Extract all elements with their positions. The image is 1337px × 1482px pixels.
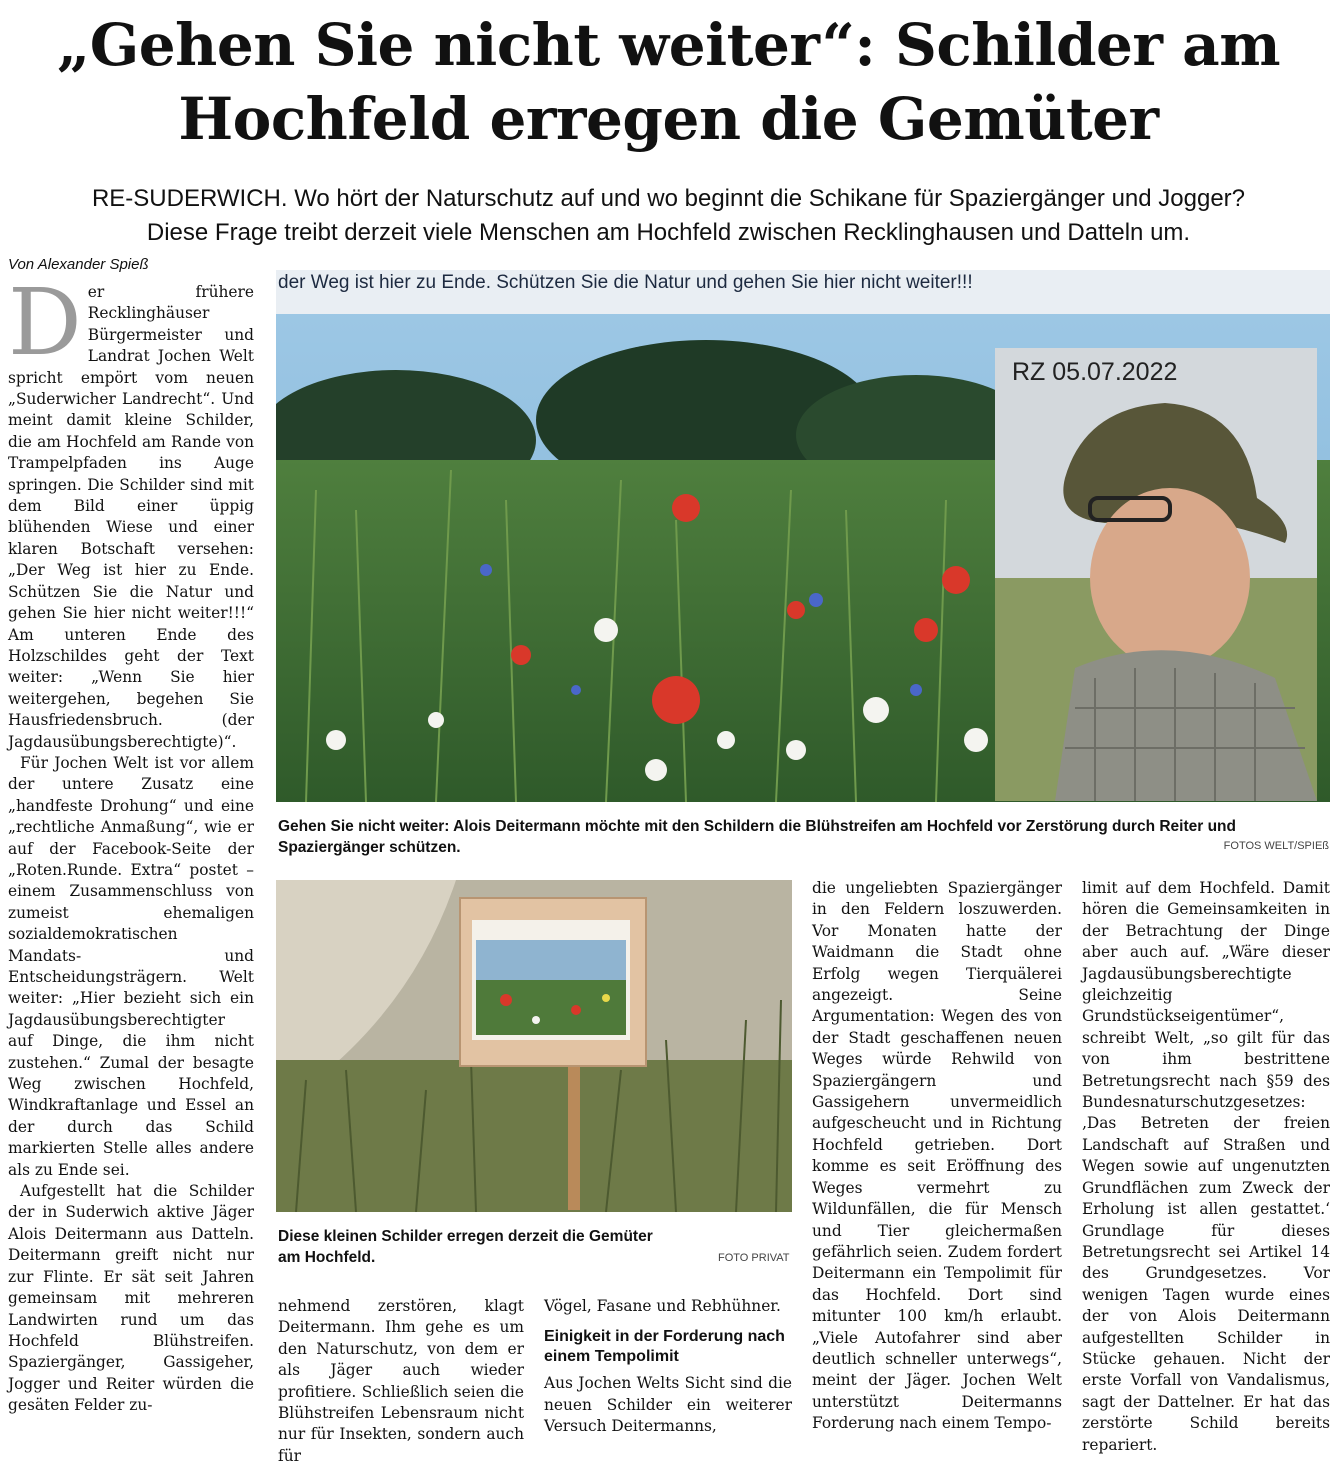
paragraph: er frühere Recklinghäuser Bürgermeister und Landrat Jochen Welt spricht empört vom neuen „Suderwicher Landrecht“. Und meint damit kleine Schilder, die am Hochfeld am Rande von Trampelpfaden ins Auge springen. Die Schilder sind mit dem Bild einer üppig blühenden Wiese und einer klaren Botschaft versehen: „Der Weg ist hier zu Ende. Schützen Sie die Natur und gehen Sie hier nicht weiter!!!“ Am unteren Ende des Holzschildes geht der Text weiter: „Wenn Sie hier weitergehen, begehen Sie Hausfriedensbruch. (der Jagdausübungsberechtigte)“. [8, 283, 254, 751]
small-photo-caption: Diese kleinen Schilder erregen derzeit die Gemüter am Hochfeld. [278, 1228, 653, 1266]
lead-line-1: RE-SUDERWICH. Wo hört der Naturschutz auf und wo beginnt die Schikane für Spaziergänger und Jogger? [91, 185, 1246, 212]
hunter-portrait-image [995, 348, 1317, 801]
sign-message: der Weg ist hier zu Ende. Schützen Sie die Natur und gehen Sie hier nicht weiter!!! [278, 272, 973, 293]
paragraph: Aufgestellt hat die Schilder der in Suderwich aktive Jäger Alois Deitermann aus Datteln. Deitermann greift nicht nur zur Flinte. Er sät seit Jahren gemeinsam mit mehreren Landwirten rund um das Hochfeld Blühstreifen. Spaziergänger, Gassigeher, Jogger und Reiter würden die gesäten Felder zu- [8, 1182, 254, 1415]
article-column-2 [278, 1296, 524, 1467]
headline-line-1: „Gehen Sie nicht weiter“: Schilder am [56, 11, 1281, 79]
sign-in-grass-image [276, 880, 792, 1212]
main-photo-credit: FOTOS WELT/SPIEß [1223, 840, 1329, 852]
article-column-3 [544, 1296, 792, 1438]
paragraph: limit auf dem Hochfeld. Damit hören die Gemeinsamkeiten in der Betrachtung der Dinge aber auch auf. „Wäre dieser Jagdausübungsberechtigte gleichzeitig Grundstückseigentümer“, schreibt Welt, „so gilt für das von ihm bestrittene Betretungsrecht nach §59 des Bundesnaturschutzgesetzes: ‚Das Betreten der freien Landschaft auf Straßen und Wegen sowie auf ungenutzten Grundflächen zum Zweck der Erholung ist allen gestattet.‘ Grundlage für dieses Betretungsrecht sei Artikel 14 des Grundgesetzes. Vor wenigen Tagen wurde eines der von Alois Deitermann aufgestellten Schilder in Stücke gehauen. Nicht der erste Vorfall von Vandalismus, sagt der Dattelner. Er hat das zerstörte Schild bereits repariert. [1082, 879, 1330, 1454]
paragraph: die ungeliebten Spaziergänger in den Feldern loszuwerden. Vor Monaten hatte der Waidmann die Stadt ohne Erfolg wegen Tierquälerei angezeigt. Seine Argumentation: Wegen des von der Stadt geschaffenen neuen Weges würde Rehwild von Spaziergängern und Gassigehern unvermeidlich aufgescheucht und in Richtung Hochfeld getrieben. Dort komme es seit Eröffnung des Weges vermehrt zu Wildunfällen, die für Mensch und Tier gleichermaßen gefährlich seien. Zudem fordert Deitermann ein Tempolimit für das Hochfeld. Dort sind mitunter 100 km/h erlaubt. „Viele Autofahrer sind aber deutlich schneller unterwegs“, meint der Jäger. Jochen Welt unterstützt Deitermanns Forderung nach einem Tempo- [812, 879, 1062, 1433]
date-stamp: RZ 05.07.2022 [1012, 358, 1178, 386]
headline-line-2: Hochfeld erregen die Gemüter [178, 85, 1159, 153]
small-photo-credit: FOTO PRIVAT [718, 1252, 790, 1264]
headline [0, 8, 1337, 156]
paragraph: Für Jochen Welt ist vor allem der untere Zusatz eine „handfeste Drohung“ und eine „rechtliche Anmaßung“, wie er auf der Facebook-Seite der „Roten.Runde. Extra“ postet – einem Zusammenschluss von zumeist ehemaligen sozialdemokratischen Mandats- und Entscheidungsträgern. Welt weiter: „Hier bezieht sich ein Jagdausübungsberechtigter auf Dinge, die ihm nicht zustehen.“ Zumal der besagte Weg zwischen Hochfeld, Windkraftanlage und Essel an der durch das Schild markierten Stelle alles andere als zu Ende sei. [8, 753, 254, 1179]
portrait-photo [995, 348, 1317, 801]
drop-cap: D [8, 269, 82, 376]
paragraph: nehmend zerstören, klagt Deitermann. Ihm gehe es um den Naturschutz, von dem er als Jäger auch wieder profitiere. Schließlich seien die Blühstreifen Lebensraum nicht nur für Insekten, sondern auch für [278, 1297, 524, 1465]
article-column-5 [1082, 878, 1330, 1456]
subheading: Einigkeit in der Forderung nach einem Tempolimit [544, 1328, 785, 1366]
lead-paragraph [0, 182, 1337, 250]
article-column-4 [812, 878, 1062, 1435]
paragraph: Vögel, Fasane und Rebhühner. [544, 1297, 781, 1315]
byline: Von Alexander Spieß [8, 256, 149, 273]
article-column-1 [8, 269, 254, 1417]
lead-line-2: Diese Frage treibt derzeit viele Menschen am Hochfeld zwischen Recklinghausen und Datteln um. [146, 219, 1191, 246]
main-photo-caption: Gehen Sie nicht weiter: Alois Deitermann möchte mit den Schildern die Blühstreifen am Hochfeld vor Zerstörung durch Reiter und Spaziergänger schützen. [278, 818, 1236, 856]
small-photo [276, 880, 792, 1212]
paragraph: Aus Jochen Welts Sicht sind die neuen Schilder ein weiterer Versuch Deitermanns, [544, 1374, 792, 1436]
